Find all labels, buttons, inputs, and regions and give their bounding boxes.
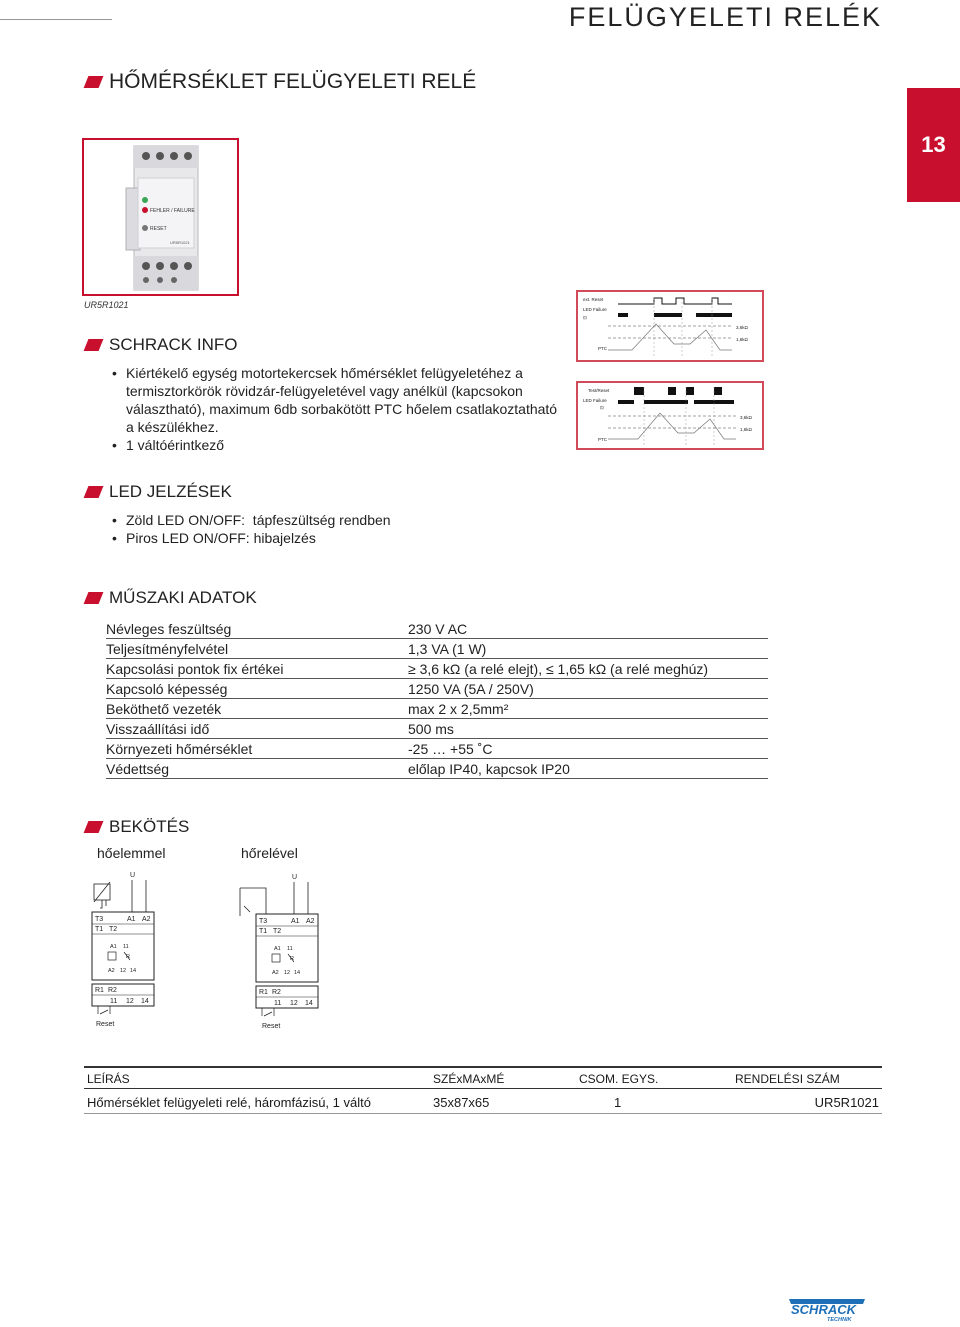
tech-value: 1250 VA (5A / 250V) [408,679,768,699]
timing-level-high: 3,6kΩ [740,415,752,420]
svg-text:A1: A1 [291,918,300,925]
svg-text:11: 11 [287,946,293,952]
tech-value: ≥ 3,6 kΩ (a relé elejt), ≤ 1,65 kΩ (a relé meghúz) [408,659,768,679]
schrack-info-list [106,364,566,454]
table-row [106,719,768,739]
list-item: • Kiértékelő egység motortekercsek hőmérséklet felügyeletéhez a termisztorkörök rövidzár-felügyeletével vagy anélkül (kapcsokon választható), maximum 6db sorbakötött PTC hőelem csatlakoztatható a készülékhez. [106,364,566,436]
svg-text:A1: A1 [274,946,281,952]
table-row [106,739,768,759]
timing-reset-label: ext. Reset [583,297,604,302]
svg-text:12: 12 [120,968,127,974]
timing-diagram-ext-reset [576,290,764,362]
timing-ptc-label: PTC [598,437,607,442]
svg-text:14: 14 [130,968,137,974]
schrack-info-heading [86,335,237,355]
tech-data-table [106,619,768,779]
tech-title: MŰSZAKI ADATOK [109,588,257,607]
page-title: FELÜGYELETI RELÉK [568,2,882,32]
table-row [84,1089,882,1114]
timing-level-low: 1,6kΩ [740,427,752,432]
table-row [106,679,768,699]
brand-tagline: TECHNIK [827,1317,852,1322]
order-number: UR5R1021 [732,1089,882,1114]
svg-text:12: 12 [126,998,134,1005]
section-marker-icon [84,821,104,833]
timing-led-label: LED Failure [583,398,607,403]
svg-text:11: 11 [274,1000,282,1007]
svg-text:Reset: Reset [96,1021,115,1028]
led-list [106,511,606,547]
order-table [84,1066,882,1114]
tech-value: max 2 x 2,5mm² [408,699,768,719]
svg-text:R1: R1 [259,989,268,996]
table-row [106,759,768,779]
tech-label: Teljesítményfelvétel [106,639,408,659]
timing-level-low: 1,6kΩ [736,337,748,342]
svg-text:R: R [290,956,294,962]
main-title: HŐMÉRSÉKLET FELÜGYELETI RELÉ [109,70,477,93]
order-header-row [84,1067,882,1089]
tech-value: előlap IP40, kapcsok IP20 [408,759,768,779]
device-reset-label: RESET [150,226,167,232]
table-row [106,699,768,719]
svg-text:12: 12 [290,1000,298,1007]
svg-text:T2: T2 [109,926,118,933]
svg-text:T2: T2 [273,928,282,935]
wiring-title: BEKÖTÉS [109,817,190,836]
svg-text:14: 14 [294,970,301,976]
schrack-logo [787,1296,867,1327]
section-marker-icon [84,76,104,88]
tech-value: 500 ms [408,719,768,739]
section-marker-icon [84,486,104,498]
list-item: • Zöld LED ON/OFF: tápfeszültség rendben [106,511,606,529]
order-dimensions: 35x87x65 [430,1089,576,1114]
relay-device-image [84,140,237,294]
tech-label: Védettség [106,759,408,779]
svg-text:R2: R2 [272,989,281,996]
svg-text:12: 12 [284,970,291,976]
svg-text:U: U [292,874,298,881]
product-photo [82,138,239,296]
svg-text:T1: T1 [95,926,104,933]
page-number-tab [907,88,960,202]
svg-text:A2: A2 [142,916,151,923]
svg-text:⊡: ⊡ [583,315,587,320]
photo-caption: UR5R1021 [84,300,129,310]
svg-text:T1: T1 [259,928,268,935]
svg-text:U: U [130,872,136,879]
svg-text:A2: A2 [108,968,115,974]
device-model-label: UR5R1021 [170,240,190,245]
timing-reset-label: Test/Reset [588,388,610,393]
svg-text:A2: A2 [272,970,279,976]
svg-text:11: 11 [110,998,118,1005]
tech-label: Beköthető vezeték [106,699,408,719]
svg-text:T3: T3 [259,918,268,925]
svg-text:A1: A1 [127,916,136,923]
svg-text:R1: R1 [95,987,104,994]
tech-label: Névleges feszültség [106,619,408,639]
table-row [106,619,768,639]
svg-text:T3: T3 [95,916,104,923]
wiring-diagram-thermal-relay [236,868,320,1034]
order-description: Hőmérséklet felügyeleti relé, háromfázisú, 1 váltó [84,1089,430,1114]
table-row [106,659,768,679]
svg-text:Reset: Reset [262,1023,281,1030]
tech-heading [86,588,257,608]
timing-ptc-label: PTC [598,346,607,351]
svg-text:A1: A1 [110,944,117,950]
tech-label: Környezeti hőmérséklet [106,739,408,759]
svg-text:A2: A2 [306,918,315,925]
order-header-order-number: RENDELÉSI SZÁM [732,1067,882,1089]
tech-value: -25 … +55 ˚C [408,739,768,759]
section-marker-icon [84,339,104,351]
svg-text:R2: R2 [108,987,117,994]
timing-level-high: 3,6kΩ [736,325,748,330]
tech-label: Kapcsoló képesség [106,679,408,699]
wiring-label-thermistor: hőelemmel [97,845,166,861]
schrack-info-title: SCHRACK INFO [109,335,238,354]
timing-led-label: LED Failure [583,307,607,312]
section-marker-icon [84,592,104,604]
tech-value: 1,3 VA (1 W) [408,639,768,659]
main-heading [86,70,476,94]
led-title: LED JELZÉSEK [109,482,232,501]
led-heading [86,482,232,502]
order-pack-unit: 1 [576,1089,732,1114]
svg-text:14: 14 [305,1000,313,1007]
tech-value: 230 V AC [408,619,768,639]
svg-text:⊡: ⊡ [600,405,604,410]
svg-text:11: 11 [123,944,129,950]
wiring-heading [86,817,189,837]
wiring-label-thermal-relay: hőrelével [241,845,298,861]
timing-diagram-test-reset [576,381,764,450]
wiring-diagram-thermistor [86,868,166,1032]
tech-label: Visszaállítási idő [106,719,408,739]
device-failure-label: FEHLER / FAILURE [150,208,195,214]
order-header-description: LEÍRÁS [84,1067,430,1089]
list-item: • Piros LED ON/OFF: hibajelzés [106,529,606,547]
page-number: 13 [921,132,946,157]
svg-text:14: 14 [141,998,149,1005]
table-row [106,639,768,659]
order-header-dimensions: SZÉxMAxMÉ [430,1067,576,1089]
tech-label: Kapcsolási pontok fix értékei [106,659,408,679]
header-rule [0,19,112,20]
svg-text:R: R [126,954,130,960]
brand-name: SCHRACK [791,1302,856,1317]
order-header-pack-unit: CSOM. EGYS. [576,1067,732,1089]
list-item: • 1 váltóérintkező [106,436,566,454]
